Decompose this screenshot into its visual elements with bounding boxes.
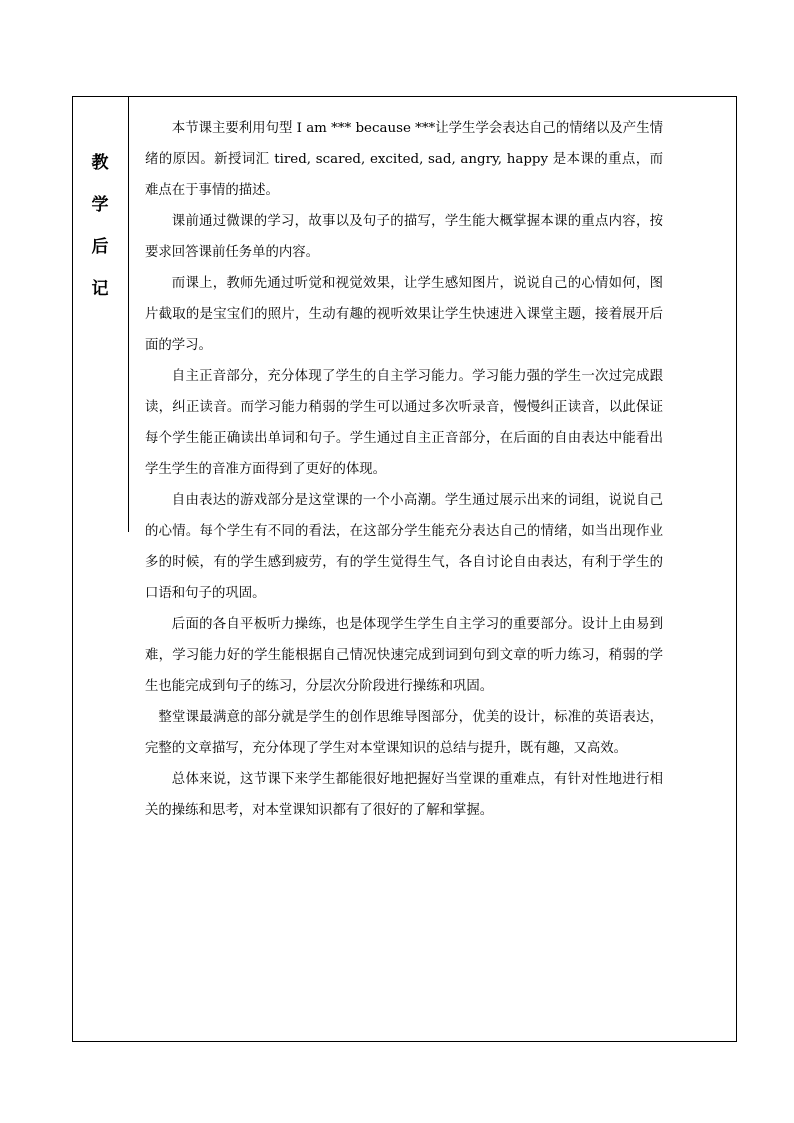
- paragraph-tablet-listening: 后面的各自平板听力操练，也是体现学生学生自主学习的重要部分。设计上由易到难，学习能力好的学生能根据自己情况快速完成到词到句到文章的听力练习，稍弱的学生也能完成到句子的练习，分层次分阶段进行操练和巩固。: [145, 617, 663, 694]
- section-label-char: 后: [91, 237, 109, 257]
- section-label-char: 学: [91, 195, 109, 215]
- paragraph-summary: 总体来说，这节课下来学生都能很好地把握好当堂课的重难点，有针对性地进行相关的操练和思考，对本堂课知识都有了很好的了解和掌握。: [145, 772, 663, 818]
- section-label-char: 记: [91, 279, 109, 299]
- paragraph-pronunciation: 自主正音部分，充分体现了学生的自主学习能力。学习能力强的学生一次过完成跟读，纠正读音。而学习能力稍弱的学生可以通过多次听录音，慢慢纠正读音，以此保证每个学生能正确读出单词和句子。学生通过自主正音部分，在后面的自由表达中能看出学生学生的音准方面得到了更好的体现。: [145, 369, 663, 477]
- paragraph-inclass: 而课上，教师先通过听觉和视觉效果，让学生感知图片，说说自己的心情如何，图片截取的是宝宝们的照片，生动有趣的视听效果让学生快速进入课堂主题，接着展开后面的学习。: [145, 276, 663, 353]
- label-column-divider: [128, 96, 129, 532]
- paragraph-preclass: 课前通过微课的学习，故事以及句子的描写，学生能大概掌握本课的重点内容，按要求回答课前任务单的内容。: [145, 214, 663, 260]
- section-label: [72, 142, 128, 310]
- paragraph-free-expression: 自由表达的游戏部分是这堂课的一个小高潮。学生通过展示出来的词组，说说自己的心情。每个学生有不同的看法，在这部分学生能充分表达自己的情绪，如当出现作业多的时候，有的学生感到疲劳，有的学生觉得生气，各自讨论自由表达，有利于学生的口语和句子的巩固。: [145, 493, 663, 601]
- reflection-content: [145, 113, 663, 826]
- paragraph-mind-map: 整堂课最满意的部分就是学生的创作思维导图部分，优美的设计，标准的英语表达，完整的文章描写，充分体现了学生对本堂课知识的总结与提升，既有趣，又高效。: [145, 710, 663, 756]
- paragraph-intro: 本节课主要利用句型 I am *** because ***让学生学会表达自己的情绪以及产生情绪的原因。新授词汇 tired, scared, excited, sad, angry, happy 是本课的重点，而难点在于事情的描述。: [145, 121, 663, 198]
- section-label-char: 教: [91, 153, 109, 173]
